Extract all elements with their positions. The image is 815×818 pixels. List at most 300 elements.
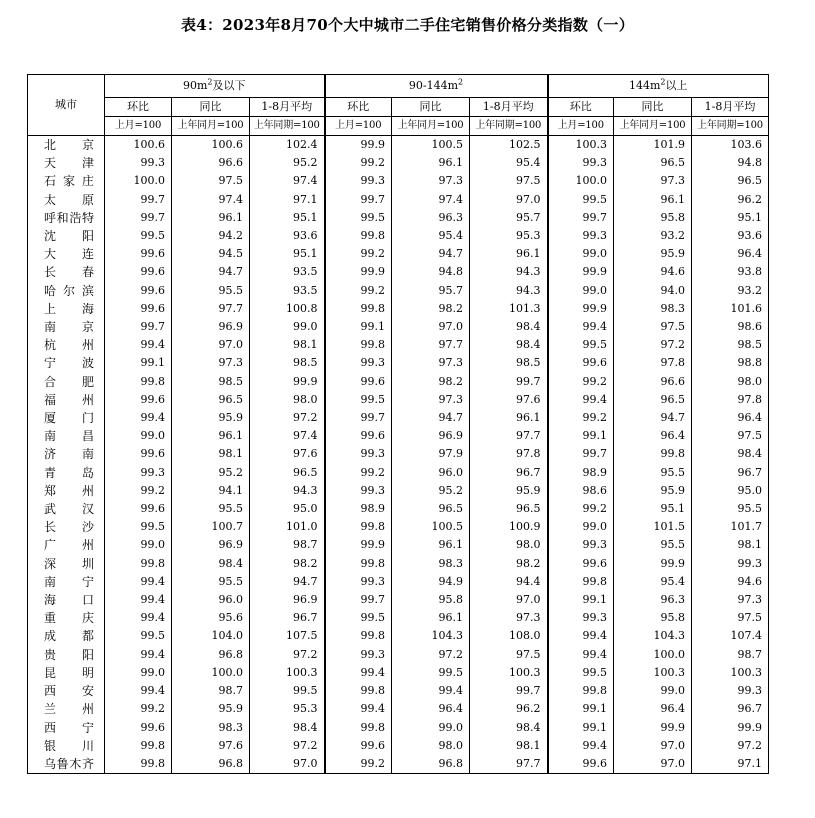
index-value: 97.2: [392, 646, 470, 664]
index-value: 99.9: [325, 536, 392, 554]
sub-header-mom: 环比: [105, 98, 172, 117]
index-value: 100.3: [470, 664, 548, 682]
index-value: 97.3: [392, 391, 470, 409]
table-row: [28, 518, 769, 536]
sub-header-mom: 环比: [325, 98, 392, 117]
index-value: 98.1: [692, 536, 769, 554]
table-body: [28, 136, 769, 774]
index-value: 99.6: [325, 737, 392, 755]
index-value: 96.5: [250, 464, 325, 482]
index-value: 99.6: [105, 282, 172, 300]
index-value: 96.7: [692, 464, 769, 482]
index-value: 96.5: [470, 500, 548, 518]
index-value: 99.4: [548, 391, 614, 409]
index-value: 99.8: [105, 555, 172, 573]
index-value: 99.7: [325, 591, 392, 609]
index-value: 96.0: [392, 464, 470, 482]
index-value: 100.0: [105, 172, 172, 190]
index-value: 98.7: [172, 682, 250, 700]
base-header-mom: 上月=100: [325, 117, 392, 136]
index-value: 97.7: [470, 755, 548, 774]
index-value: 98.4: [470, 318, 548, 336]
index-value: 100.8: [250, 300, 325, 318]
city-name: 宁波: [28, 354, 105, 372]
index-value: 99.2: [105, 700, 172, 718]
index-value: 99.0: [392, 719, 470, 737]
index-value: 99.4: [325, 700, 392, 718]
index-value: 98.9: [325, 500, 392, 518]
index-value: 94.7: [392, 409, 470, 427]
index-value: 98.7: [250, 536, 325, 554]
index-value: 97.3: [470, 609, 548, 627]
index-value: 95.0: [250, 500, 325, 518]
index-value: 96.9: [172, 536, 250, 554]
index-value: 97.2: [250, 737, 325, 755]
index-value: 99.0: [105, 427, 172, 445]
index-value: 95.3: [470, 227, 548, 245]
index-value: 96.4: [614, 700, 692, 718]
index-value: 99.2: [548, 409, 614, 427]
index-value: 96.4: [692, 409, 769, 427]
table-row: [28, 719, 769, 737]
index-value: 95.5: [692, 500, 769, 518]
index-value: 98.3: [614, 300, 692, 318]
index-value: 99.6: [105, 445, 172, 463]
index-value: 100.3: [692, 664, 769, 682]
index-value: 93.8: [692, 263, 769, 281]
index-value: 98.5: [692, 336, 769, 354]
table-row: [28, 282, 769, 300]
index-value: 99.8: [325, 555, 392, 573]
index-value: 94.4: [470, 573, 548, 591]
index-value: 94.1: [172, 482, 250, 500]
index-value: 96.1: [172, 427, 250, 445]
index-value: 100.3: [250, 664, 325, 682]
index-value: 99.3: [548, 154, 614, 172]
city-name: 兰州: [28, 700, 105, 718]
index-value: 99.5: [548, 664, 614, 682]
index-value: 99.8: [548, 682, 614, 700]
table-row: [28, 300, 769, 318]
index-value: 97.0: [614, 737, 692, 755]
index-value: 97.2: [614, 336, 692, 354]
index-value: 96.8: [172, 646, 250, 664]
index-value: 95.5: [172, 500, 250, 518]
base-header-yoy: 上年同月=100: [614, 117, 692, 136]
index-value: 99.8: [325, 227, 392, 245]
table-row: [28, 555, 769, 573]
index-value: 96.3: [392, 209, 470, 227]
table-row: [28, 536, 769, 554]
index-value: 99.4: [548, 737, 614, 755]
city-name: 沈阳: [28, 227, 105, 245]
index-value: 99.8: [105, 755, 172, 774]
table-row: [28, 646, 769, 664]
base-header-yoy: 上年同月=100: [392, 117, 470, 136]
city-name: 呼和浩特: [28, 209, 105, 227]
index-value: 99.0: [105, 536, 172, 554]
index-value: 96.5: [172, 391, 250, 409]
index-value: 99.3: [548, 609, 614, 627]
index-value: 95.5: [172, 282, 250, 300]
sub-header-yoy: 同比: [614, 98, 692, 117]
index-value: 95.7: [470, 209, 548, 227]
index-value: 99.4: [548, 646, 614, 664]
index-value: 97.6: [470, 391, 548, 409]
index-value: 100.3: [548, 136, 614, 155]
index-value: 93.6: [692, 227, 769, 245]
table-row: [28, 755, 769, 774]
city-name: 天津: [28, 154, 105, 172]
index-value: 95.4: [392, 227, 470, 245]
index-value: 97.5: [470, 172, 548, 190]
index-value: 95.7: [392, 282, 470, 300]
index-value: 94.6: [692, 573, 769, 591]
index-value: 99.5: [325, 209, 392, 227]
index-value: 94.2: [172, 227, 250, 245]
city-name: 石家庄: [28, 172, 105, 190]
group-header-medium: $90-144m^2$: [325, 75, 548, 98]
base-header-yoy: 上年同月=100: [172, 117, 250, 136]
index-value: 98.2: [470, 555, 548, 573]
index-value: 98.1: [172, 445, 250, 463]
index-value: 97.7: [470, 427, 548, 445]
index-value: 96.1: [392, 609, 470, 627]
index-value: 99.9: [548, 263, 614, 281]
index-value: 99.3: [325, 172, 392, 190]
index-value: 99.8: [325, 336, 392, 354]
index-value: 96.0: [172, 591, 250, 609]
index-value: 98.5: [172, 373, 250, 391]
index-value: 94.5: [172, 245, 250, 263]
index-value: 99.2: [548, 373, 614, 391]
index-value: 95.8: [614, 209, 692, 227]
index-value: 99.1: [105, 354, 172, 372]
index-value: 99.7: [105, 209, 172, 227]
sub-header-mom: 环比: [548, 98, 614, 117]
index-value: 96.1: [392, 536, 470, 554]
index-value: 96.6: [172, 154, 250, 172]
index-value: 101.7: [692, 518, 769, 536]
index-value: 97.0: [470, 191, 548, 209]
index-value: 99.0: [250, 318, 325, 336]
table-row: [28, 336, 769, 354]
table-row: [28, 427, 769, 445]
index-value: 99.7: [470, 373, 548, 391]
index-value: 101.9: [614, 136, 692, 155]
table-row: [28, 154, 769, 172]
index-value: 99.0: [548, 518, 614, 536]
city-name: 乌鲁木齐: [28, 755, 105, 774]
index-value: 96.7: [250, 609, 325, 627]
index-value: 95.2: [172, 464, 250, 482]
index-value: 95.4: [470, 154, 548, 172]
index-value: 94.6: [614, 263, 692, 281]
city-name: 哈尔滨: [28, 282, 105, 300]
index-value: 99.9: [692, 719, 769, 737]
index-value: 99.7: [325, 191, 392, 209]
table-row: [28, 263, 769, 281]
index-value: 99.5: [325, 391, 392, 409]
index-value: 99.5: [392, 664, 470, 682]
index-value: 94.9: [392, 573, 470, 591]
index-value: 94.3: [470, 282, 548, 300]
index-value: 94.0: [614, 282, 692, 300]
index-value: 95.9: [614, 482, 692, 500]
index-value: 95.9: [470, 482, 548, 500]
index-value: 97.5: [692, 427, 769, 445]
table-row: [28, 172, 769, 190]
index-value: 97.5: [470, 646, 548, 664]
index-value: 99.7: [548, 445, 614, 463]
group-header-large: $144m^2$以上: [548, 75, 769, 98]
index-value: 98.2: [392, 373, 470, 391]
index-value: 99.1: [548, 427, 614, 445]
index-value: 99.8: [325, 300, 392, 318]
index-value: 95.8: [392, 591, 470, 609]
city-name: 昆明: [28, 664, 105, 682]
index-value: 101.3: [470, 300, 548, 318]
index-value: 99.4: [105, 591, 172, 609]
index-value: 98.0: [392, 737, 470, 755]
index-value: 99.7: [105, 318, 172, 336]
table-row: [28, 482, 769, 500]
index-value: 99.3: [105, 154, 172, 172]
index-value: 99.4: [548, 318, 614, 336]
index-value: 98.0: [470, 536, 548, 554]
index-value: 99.6: [105, 719, 172, 737]
index-value: 100.0: [548, 172, 614, 190]
table-row: [28, 318, 769, 336]
index-value: 100.7: [172, 518, 250, 536]
index-value: 99.3: [325, 482, 392, 500]
index-value: 99.8: [325, 518, 392, 536]
table-row: [28, 464, 769, 482]
index-value: 95.9: [614, 245, 692, 263]
index-value: 98.4: [172, 555, 250, 573]
index-value: 93.6: [250, 227, 325, 245]
index-value: 99.9: [548, 300, 614, 318]
index-value: 99.7: [548, 209, 614, 227]
index-value: 99.6: [548, 755, 614, 774]
index-value: 99.3: [548, 536, 614, 554]
index-value: 95.1: [250, 209, 325, 227]
index-value: 95.4: [614, 573, 692, 591]
index-value: 99.4: [105, 646, 172, 664]
index-value: 96.8: [172, 755, 250, 774]
index-value: 98.7: [692, 646, 769, 664]
index-value: 99.3: [692, 682, 769, 700]
index-value: 98.2: [250, 555, 325, 573]
city-name: 青岛: [28, 464, 105, 482]
index-value: 99.3: [692, 555, 769, 573]
index-value: 99.3: [325, 354, 392, 372]
index-value: 102.4: [250, 136, 325, 155]
index-value: 99.1: [325, 318, 392, 336]
index-value: 98.8: [692, 354, 769, 372]
index-value: 97.8: [614, 354, 692, 372]
index-value: 99.6: [548, 555, 614, 573]
index-value: 97.3: [614, 172, 692, 190]
index-value: 101.6: [692, 300, 769, 318]
index-value: 95.5: [614, 464, 692, 482]
city-name: 贵阳: [28, 646, 105, 664]
index-value: 102.5: [470, 136, 548, 155]
sub-header-avg: 1-8月平均: [692, 98, 769, 117]
index-value: 100.9: [470, 518, 548, 536]
index-value: 99.4: [548, 627, 614, 645]
table-row: [28, 591, 769, 609]
index-value: 100.0: [172, 664, 250, 682]
index-value: 98.5: [250, 354, 325, 372]
index-value: 97.5: [614, 318, 692, 336]
table-row: [28, 245, 769, 263]
city-name: 福州: [28, 391, 105, 409]
index-value: 95.1: [250, 245, 325, 263]
index-value: 99.9: [614, 555, 692, 573]
base-header-avg: 上年同期=100: [250, 117, 325, 136]
index-value: 96.1: [172, 209, 250, 227]
index-value: 99.1: [548, 719, 614, 737]
base-header-mom: 上月=100: [548, 117, 614, 136]
index-value: 100.6: [105, 136, 172, 155]
index-value: 97.0: [172, 336, 250, 354]
city-name: 太原: [28, 191, 105, 209]
index-value: 96.3: [614, 591, 692, 609]
index-value: 97.0: [470, 591, 548, 609]
index-value: 99.3: [325, 445, 392, 463]
base-header-avg: 上年同期=100: [470, 117, 548, 136]
index-value: 95.3: [250, 700, 325, 718]
index-value: 99.8: [325, 682, 392, 700]
index-value: 99.5: [548, 191, 614, 209]
table-row: [28, 409, 769, 427]
index-value: 99.5: [250, 682, 325, 700]
table-row: [28, 609, 769, 627]
index-value: 99.2: [325, 154, 392, 172]
city-name: 武汉: [28, 500, 105, 518]
index-value: 96.5: [692, 172, 769, 190]
index-value: 99.4: [105, 682, 172, 700]
index-value: 96.9: [172, 318, 250, 336]
city-name: 银川: [28, 737, 105, 755]
index-value: 96.6: [614, 373, 692, 391]
index-value: 98.3: [392, 555, 470, 573]
index-value: 98.6: [692, 318, 769, 336]
index-value: 96.1: [470, 409, 548, 427]
index-value: 99.8: [105, 737, 172, 755]
sub-header-yoy: 同比: [172, 98, 250, 117]
index-value: 99.3: [325, 573, 392, 591]
index-value: 99.8: [105, 373, 172, 391]
index-value: 98.4: [470, 336, 548, 354]
city-name: 杭州: [28, 336, 105, 354]
sub-header-avg: 1-8月平均: [470, 98, 548, 117]
city-name: 大连: [28, 245, 105, 263]
index-value: 94.8: [692, 154, 769, 172]
index-value: 95.0: [692, 482, 769, 500]
index-value: 104.0: [172, 627, 250, 645]
index-value: 99.6: [548, 354, 614, 372]
index-value: 94.3: [250, 482, 325, 500]
group-header-small: $90m^2$及以下: [105, 75, 325, 98]
index-value: 99.8: [548, 573, 614, 591]
city-name: 郑州: [28, 482, 105, 500]
index-value: 96.7: [692, 700, 769, 718]
index-value: 99.5: [325, 609, 392, 627]
table-row: [28, 664, 769, 682]
index-value: 99.1: [548, 591, 614, 609]
table-row: [28, 445, 769, 463]
index-value: 99.8: [614, 445, 692, 463]
index-value: 96.4: [692, 245, 769, 263]
index-value: 98.6: [548, 482, 614, 500]
index-value: 96.5: [614, 154, 692, 172]
table-row: [28, 737, 769, 755]
index-value: 97.2: [692, 737, 769, 755]
index-value: 96.9: [250, 591, 325, 609]
index-value: 99.3: [105, 464, 172, 482]
index-value: 97.4: [250, 172, 325, 190]
index-value: 100.0: [614, 646, 692, 664]
index-value: 93.5: [250, 282, 325, 300]
index-value: 96.1: [614, 191, 692, 209]
index-value: 97.5: [172, 172, 250, 190]
index-value: 96.4: [614, 427, 692, 445]
index-value: 107.4: [692, 627, 769, 645]
index-value: 99.0: [105, 664, 172, 682]
index-value: 95.8: [614, 609, 692, 627]
index-value: 99.9: [250, 373, 325, 391]
index-value: 96.2: [470, 700, 548, 718]
index-value: 94.3: [470, 263, 548, 281]
index-value: 94.8: [392, 263, 470, 281]
index-value: 101.0: [250, 518, 325, 536]
city-name: 济南: [28, 445, 105, 463]
index-value: 96.4: [392, 700, 470, 718]
index-value: 101.5: [614, 518, 692, 536]
index-value: 94.7: [614, 409, 692, 427]
index-value: 97.7: [392, 336, 470, 354]
city-name: 长沙: [28, 518, 105, 536]
index-value: 99.6: [105, 391, 172, 409]
sub-header-yoy: 同比: [392, 98, 470, 117]
index-value: 99.7: [325, 409, 392, 427]
city-name: 广州: [28, 536, 105, 554]
index-value: 97.8: [692, 391, 769, 409]
index-value: 98.0: [692, 373, 769, 391]
index-value: 99.5: [548, 336, 614, 354]
index-value: 99.6: [105, 300, 172, 318]
index-value: 100.3: [614, 664, 692, 682]
city-name: 上海: [28, 300, 105, 318]
city-name: 长春: [28, 263, 105, 281]
index-value: 98.3: [172, 719, 250, 737]
index-value: 99.4: [392, 682, 470, 700]
city-name: 海口: [28, 591, 105, 609]
index-value: 99.8: [325, 627, 392, 645]
table-header: [28, 75, 769, 136]
index-value: 97.3: [172, 354, 250, 372]
city-name: 北京: [28, 136, 105, 155]
index-value: 96.5: [614, 391, 692, 409]
index-value: 97.5: [692, 609, 769, 627]
price-index-table: [27, 74, 769, 774]
index-value: 97.8: [470, 445, 548, 463]
city-name: 西安: [28, 682, 105, 700]
table-row: [28, 682, 769, 700]
index-value: 96.1: [470, 245, 548, 263]
